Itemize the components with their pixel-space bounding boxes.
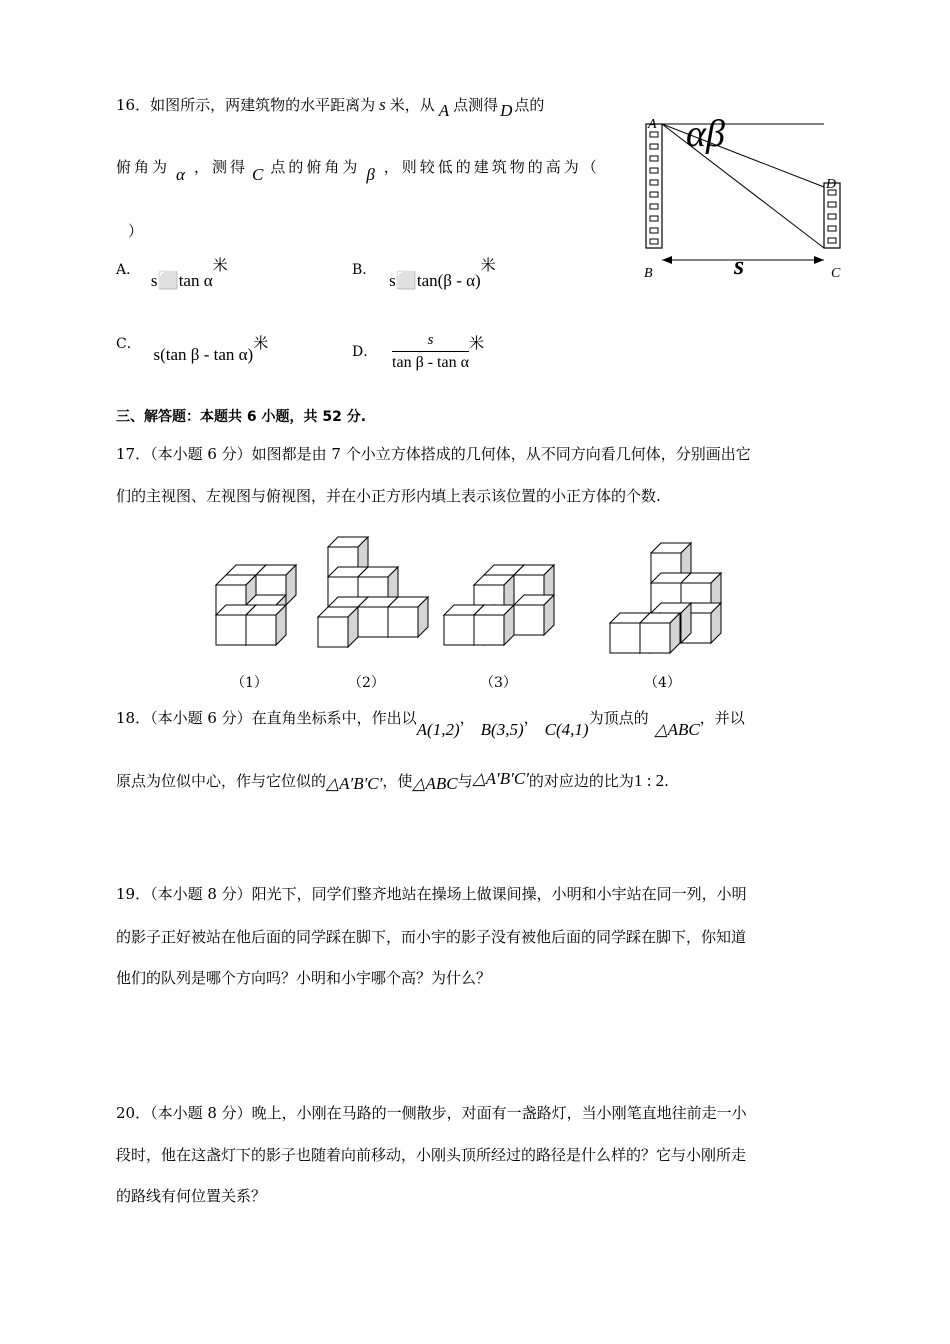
q16-line1: 16．如图所示，两建筑物的水平距离为 s 米，从 A 点测得 D 点的 xyxy=(116,95,545,120)
cube-figure-1 xyxy=(216,565,296,645)
section-3-heading: 三、解答题：本题共 6 小题，共 52 分. xyxy=(116,409,367,425)
q16-option-c: C． s(tan β - tan α)米 xyxy=(116,334,269,364)
fraction: $\frac{s}{\text{tan β - tan α}}$ xyxy=(392,332,469,371)
q17-line1: 17．（本小题 6 分）如图都是由 7 个小立方体搭成的几何体，从不同方向看几何体，分别画出它 xyxy=(116,445,751,463)
q18-line1: 18．（本小题 6 分）在直角坐标系中，作出以A(1,2)，B(3,5)，C(4,1)为顶点的△ABC，并以 xyxy=(116,709,745,739)
fig-label-C: C xyxy=(831,266,841,281)
q16-option-a: A． s⬜tan α米 xyxy=(116,256,228,290)
var-C: C xyxy=(251,165,267,184)
cube-figure-4 xyxy=(610,543,721,653)
fig-label-B: B xyxy=(644,266,653,281)
var-s: s xyxy=(379,95,386,114)
q16-option-d: D． $\frac{s}{\text{tan β - tan α}}$ 米 xyxy=(352,332,484,371)
figure-label-3: （3） xyxy=(480,675,517,691)
q18-line2: 原点为位似中心，作与它位似的△A′B′C′，使△ABC与△A′B′C′的对应边的比为1 : 2. xyxy=(116,769,669,793)
q20-line3: 的路线有何位置关系？ xyxy=(116,1187,267,1205)
figure-label-1: （1） xyxy=(231,675,268,691)
cube-figures xyxy=(200,535,760,665)
q20-line2: 段时，他在这盏灯下的影子也随着向前移动，小刚头顶所经过的路径是什么样的？它与小刚所走 xyxy=(116,1146,747,1164)
figure-label-2: （2） xyxy=(348,675,385,691)
buildings-diagram xyxy=(640,114,840,284)
q16-option-b: B． s⬜tan(β - α)米 xyxy=(352,256,496,290)
var-beta: β xyxy=(366,165,378,184)
q20-line1: 20．（本小题 8 分）晚上，小刚在马路的一侧散步，对面有一盏路灯，当小刚笔直地往前走一小 xyxy=(116,1104,747,1122)
fig-label-A: A xyxy=(648,117,657,132)
fig-label-s: s xyxy=(734,251,745,280)
q17-line2: 们的主视图、左视图与俯视图，并在小正方形内填上表示该位置的小正方体的个数. xyxy=(116,487,661,505)
cube-figure-3 xyxy=(444,565,554,645)
var-D: D xyxy=(500,101,513,120)
cube-figure-2 xyxy=(318,537,428,647)
var-A: A xyxy=(438,101,450,120)
fig-angle-labels: αβ xyxy=(686,113,725,155)
var-alpha: α xyxy=(176,165,188,184)
q16-line2: 俯角为 α ，测得 C 点的俯角为 β ，则较低的建筑物的高为（ xyxy=(116,158,600,184)
figure-label-4: （4） xyxy=(644,675,681,691)
q19-line2: 的影子正好被站在他后面的同学踩在脚下，而小宇的影子没有被他后面的同学踩在脚下，你知道 xyxy=(116,928,747,946)
q16-line3: ） xyxy=(128,222,144,240)
q19-line1: 19．（本小题 8 分）阳光下，同学们整齐地站在操场上做课间操，小明和小宇站在同一列，小明 xyxy=(116,885,747,903)
fig-label-D: D xyxy=(826,177,837,192)
q19-line3: 他们的队列是哪个方向吗？小明和小宇哪个高？为什么？ xyxy=(116,969,492,987)
